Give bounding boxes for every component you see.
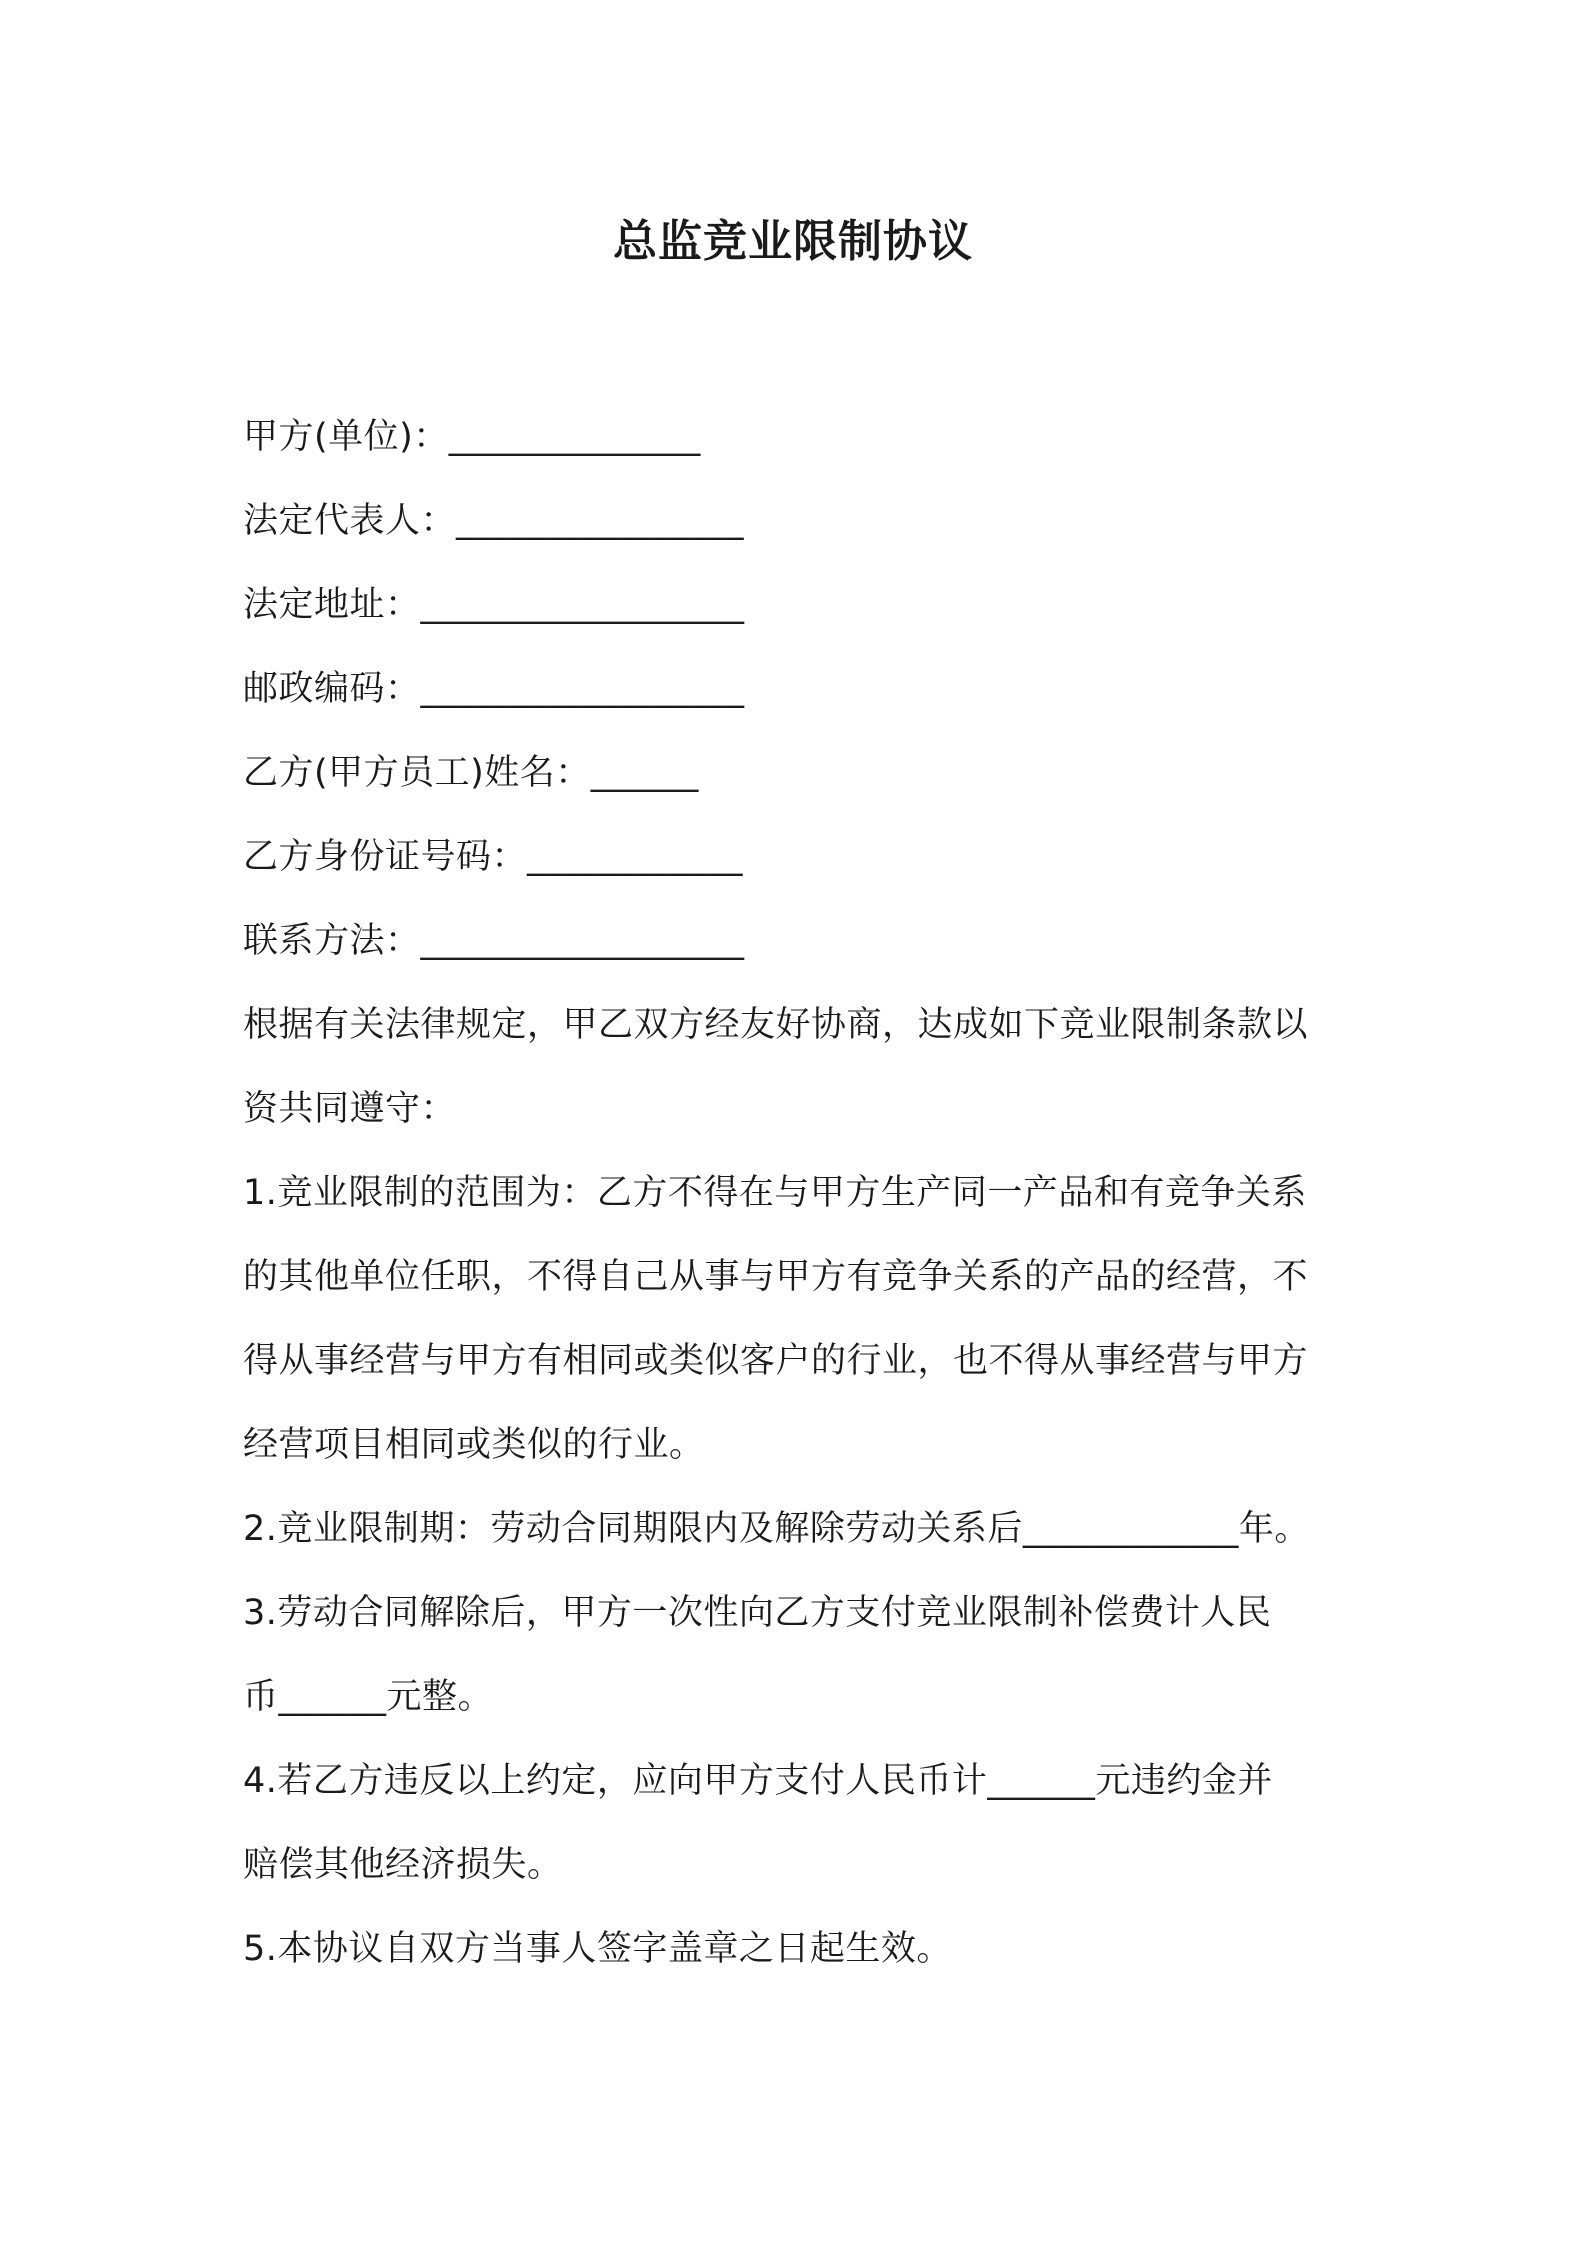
legal-address-line: 法定地址：__________________ xyxy=(243,585,745,625)
party-a-unit-line: 甲方(单位)：______________ xyxy=(243,417,701,457)
postal-code-line: 邮政编码：__________________ xyxy=(243,669,745,709)
clause-1-line-1: 1.竞业限制的范围为：乙方不得在与甲方生产同一产品和有竞争关系 xyxy=(243,1173,1307,1213)
preamble-line-2: 资共同遵守： xyxy=(243,1089,457,1129)
clause-2-line: 2.竞业限制期：劳动合同期限内及解除劳动关系后____________年。 xyxy=(243,1509,1310,1549)
clause-1-line-2: 的其他单位任职，不得自己从事与甲方有竞争关系的产品的经营，不 xyxy=(243,1257,1309,1297)
contact-method-line: 联系方法：__________________ xyxy=(243,921,745,961)
clause-1-line-4: 经营项目相同或类似的行业。 xyxy=(243,1425,705,1465)
clause-5-line: 5.本协议自双方当事人签字盖章之日起生效。 xyxy=(243,1929,952,1969)
party-b-name-line: 乙方(甲方员工)姓名：______ xyxy=(243,753,699,793)
clause-1-line-3: 得从事经营与甲方有相同或类似客户的行业，也不得从事经营与甲方 xyxy=(243,1341,1309,1381)
preamble-line-1: 根据有关法律规定，甲乙双方经友好协商，达成如下竞业限制条款以 xyxy=(243,1005,1309,1045)
clause-4-line-2: 赔偿其他经济损失。 xyxy=(243,1845,563,1885)
clause-4-line-1: 4.若乙方违反以上约定，应向甲方支付人民币计______元违约金并 xyxy=(243,1761,1273,1801)
document-title: 总监竞业限制协议 xyxy=(613,216,973,267)
clause-3-line-2: 币______元整。 xyxy=(243,1677,494,1717)
party-b-id-line: 乙方身份证号码：____________ xyxy=(243,837,744,877)
legal-representative-line: 法定代表人：________________ xyxy=(243,501,745,541)
clause-3-line-1: 3.劳动合同解除后，甲方一次性向乙方支付竞业限制补偿费计人民 xyxy=(243,1593,1272,1633)
